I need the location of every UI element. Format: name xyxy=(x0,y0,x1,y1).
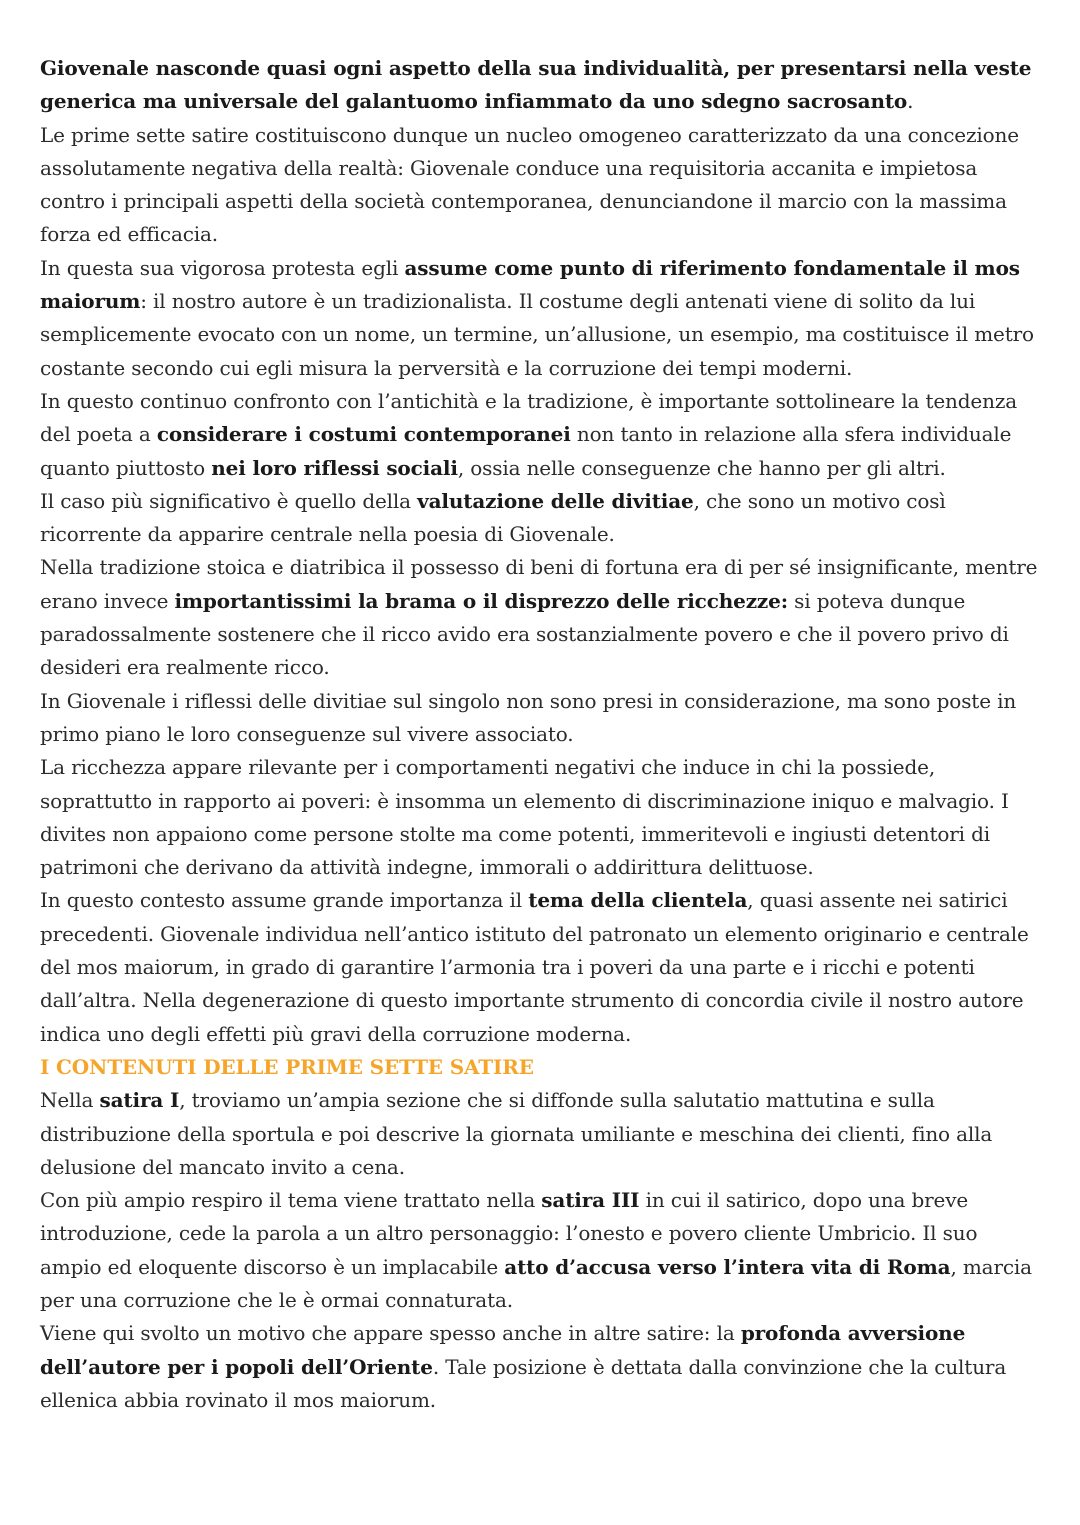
text-span: , quasi assente nei satirici precedenti. Giovenale individua nell’antico istituto del patronato un elemento originario e centrale del mos maiorum, in grado di garantire l’armonia tra i poveri da una parte e i ricchi e potenti dall’altra. Nella degenerazione di questo importante strumento di concordia civile il nostro autore indica uno degli effetti più gravi della corruzione moderna. xyxy=(40,888,1029,1046)
bold-span: valutazione delle divitiae xyxy=(417,488,694,513)
bold-span: Giovenale nasconde quasi ogni aspetto della sua individualità, per presentarsi nella veste generica ma universale del galantuomo infiammato da uno sdegno sacrosanto xyxy=(40,56,1032,114)
text-span: , ossia nelle conseguenze che hanno per gli altri. xyxy=(457,455,946,480)
text-span: In Giovenale i riflessi delle divitiae sul singolo non sono presi in considerazione, ma sono poste in primo piano le loro conseguenze sul vivere associato. xyxy=(40,688,1017,746)
text-span: Nella tradizione stoica e diatribica il possesso di beni di fortuna era di per sé insignificante, mentre erano invece xyxy=(40,555,1038,613)
text-span: . xyxy=(907,89,914,114)
bold-span: profonda avversione dell’autore per i popoli dell’Oriente xyxy=(40,1321,966,1379)
bold-span: tema della clientela xyxy=(528,888,748,913)
paragraph-7 xyxy=(40,685,1040,752)
heading-text: I CONTENUTI DELLE PRIME SETTE SATIRE xyxy=(40,1054,534,1079)
text-span: Con più ampio respiro il tema viene trattato nella xyxy=(40,1188,542,1213)
text-span: , troviamo un’ampia sezione che si diffonde sulla salutatio mattutina e sulla distribuzione della sportula e poi descrive la giornata umiliante e meschina dei clienti, fino alla delusione del mancato invito a cena. xyxy=(40,1088,993,1179)
bold-span: satira III xyxy=(541,1188,640,1213)
text-span: : il nostro autore è un tradizionalista. Il costume degli antenati viene di solito da lui semplicemente evocato con un nome, un termine, un’allusione, un esempio, ma costituisce il metro costante secondo cui egli misura la perversità e la corruzione dei tempi moderni. xyxy=(40,289,1034,380)
text-span: non tanto in relazione alla sfera individuale quanto piuttosto xyxy=(40,422,1012,480)
text-span: , che sono un motivo così ricorrente da apparire centrale nella poesia di Giovenale. xyxy=(40,488,946,547)
text-span: si poteva dunque paradossalmente sostenere che il ricco avido era sostanzialmente povero e che il povero privo di desideri era realmente ricco. xyxy=(40,588,1009,680)
text-span: Il caso più significativo è quello della xyxy=(40,488,418,513)
text-span: in cui il satirico, dopo una breve introduzione, cede la parola a un altro personaggio: l’onesto e povero cliente Umbricio. Il suo ampio ed eloquente discorso è un implacabile xyxy=(40,1188,978,1279)
bold-span: nei loro riflessi sociali xyxy=(211,455,458,480)
paragraph-9 xyxy=(40,884,1040,1050)
paragraph-6 xyxy=(40,551,1040,684)
paragraph-11 xyxy=(40,1184,1040,1317)
text-span: . Tale posizione è dettata dalla convinzione che la cultura ellenica abbia rovinato il mos maiorum. xyxy=(40,1354,1007,1412)
paragraph-10 xyxy=(40,1084,1040,1184)
paragraph-8 xyxy=(40,751,1040,884)
text-span: In questo continuo confronto con l’antichità e la tradizione, è importante sottolineare la tendenza del poeta a xyxy=(40,388,1017,447)
section-heading xyxy=(40,1051,1040,1084)
paragraph-3 xyxy=(40,252,1040,385)
bold-span: importantissimi la brama o il disprezzo delle ricchezze: xyxy=(174,588,788,613)
text-span: La ricchezza appare rilevante per i comportamenti negativi che induce in chi la possiede, soprattutto in rapporto ai poveri: è insomma un elemento di discriminazione iniquo e malvagio. I divites non appaiono come persone stolte ma come potenti, immeritevoli e ingiusti detentori di patrimoni che derivano da attività indegne, immorali o addirittura delittuose. xyxy=(40,755,1009,880)
paragraph-1 xyxy=(40,52,1040,119)
bold-span: atto d’accusa verso l’intera vita di Roma xyxy=(504,1254,951,1279)
paragraph-5 xyxy=(40,485,1040,552)
text-span: , marcia per una corruzione che le è ormai connaturata. xyxy=(40,1254,1032,1312)
paragraph-2 xyxy=(40,119,1040,252)
text-span: Le prime sette satire costituiscono dunque un nucleo omogeneo caratterizzato da una concezione assolutamente negativa della realtà: Giovenale conduce una requisitoria accanita e impietosa contro i principali aspetti della società contemporanea, denunciandone il marcio con la massima forza ed efficacia. xyxy=(40,122,1019,247)
bold-span: assume come punto di riferimento fondamentale il mos maiorum xyxy=(40,255,1020,314)
paragraph-4 xyxy=(40,385,1040,485)
text-span: In questa sua vigorosa protesta egli xyxy=(40,255,405,280)
paragraph-12 xyxy=(40,1317,1040,1417)
text-span: Nella xyxy=(40,1088,100,1113)
bold-span: considerare i costumi contemporanei xyxy=(156,422,571,447)
text-span: Viene qui svolto un motivo che appare spesso anche in altre satire: la xyxy=(40,1321,741,1346)
text-span: In questo contesto assume grande importanza il xyxy=(40,888,529,913)
bold-span: satira I xyxy=(99,1088,180,1113)
